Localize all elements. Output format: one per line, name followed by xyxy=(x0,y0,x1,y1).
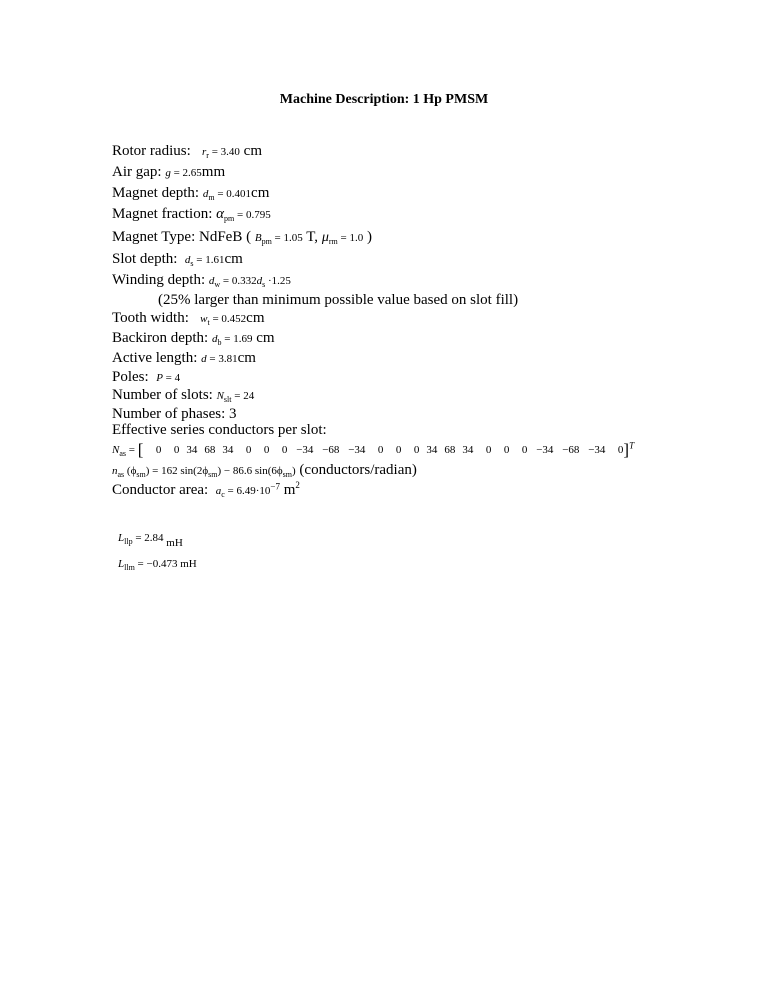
magnet-depth-line: Magnet depth: $d_m = 0.401cm$ xyxy=(112,185,270,203)
nas-vector-entry: 34 xyxy=(426,444,438,456)
nas-vector-entry: −34 xyxy=(588,444,606,456)
nas-vector-entry: 0 xyxy=(263,444,270,456)
nas-vector-entry: 0 xyxy=(245,444,252,456)
slot-depth-line: Slot depth: $d_s = 1.61cm$ xyxy=(112,251,243,269)
nas-vector-entry: −34 xyxy=(296,444,314,456)
winding-depth-line: Winding depth: $d_w = 0.332d_s \cdot 1.25$ xyxy=(112,272,291,290)
nas-vector-entry: 0 xyxy=(173,444,180,456)
nas-vector: $N_{as}$ = [ 0 0 34 68 34 0 0 0 −34 −68 −34 0 0 0 34 68 34 0 0 0 −34 −68 −34 0]$^T$ xyxy=(112,440,635,459)
page-title: Machine Description: 1 Hp PMSM xyxy=(279,92,489,107)
rotor-radius-label: Rotor radius: xyxy=(112,143,191,159)
nas-vector-entry: −34 xyxy=(536,444,554,456)
eff-conductors-label: Effective series conductors per slot: xyxy=(112,422,327,438)
nas-vector-entry: 68 xyxy=(204,444,216,456)
nas-vector-entry: 34 xyxy=(462,444,474,456)
nas-vector-entry: 0 xyxy=(155,444,162,456)
nas-vector-entry: 0 xyxy=(377,444,384,456)
air-gap-line: Air gap: g = 2.65mm xyxy=(112,164,226,180)
nas-function-line: $n_{as}$ $(\phi_{sm}) = 162$ $\sin(2\phi_{sm}) - 86.6$ $\sin(6\phi_{sm})$ (conductors/radian) xyxy=(112,462,417,480)
nas-vector-entry: 0 xyxy=(395,444,402,456)
nas-vector-entry: −34 xyxy=(348,444,366,456)
magnet-type-line: Magnet Type: NdFeB ( $B_{pm} = 1.05$ T, $\mu_{rm} = 1.0$ ) xyxy=(112,229,372,247)
nas-vector-entry: 34 xyxy=(222,444,234,456)
l-llp-line: $L_{llp} = 2.84$ mH xyxy=(118,532,183,549)
conductor-area-line: Conductor area: $a_c = 6.49\cdot 10^{-7}$ $m^2$ xyxy=(112,480,300,500)
magnet-fraction-line: Magnet fraction: $\alpha_{pm} = 0.795$ xyxy=(112,206,271,224)
nas-vector-entry: 0 xyxy=(521,444,528,456)
poles-line: Poles: P = 4 xyxy=(112,369,181,385)
nas-vector-entry: 0 xyxy=(485,444,492,456)
l-llm-line: $L_{llm} = -0.473$ mH xyxy=(118,558,197,573)
num-phases-line: Number of phases: 3 xyxy=(112,406,237,422)
nas-vector-entry: 0 xyxy=(617,444,624,456)
nas-vector-values xyxy=(143,444,623,456)
nas-vector-entry: −68 xyxy=(562,444,580,456)
active-length-line: Active length: d = 3.81cm xyxy=(112,350,256,366)
nas-vector-entry: 68 xyxy=(444,444,456,456)
nas-vector-entry: 0 xyxy=(413,444,420,456)
rotor-radius-line: Rotor radius: $r_r = 3.40$ cm xyxy=(112,143,262,161)
nas-vector-entry: 0 xyxy=(503,444,510,456)
winding-note: (25% larger than minimum possible value based on slot fill) xyxy=(158,292,519,308)
nas-vector-entry: −68 xyxy=(322,444,340,456)
nas-vector-entry: 0 xyxy=(281,444,288,456)
num-slots-line: Number of slots: $N_{slt} = 24$ xyxy=(112,387,255,405)
nas-vector-entry: 34 xyxy=(186,444,198,456)
tooth-width-line: Tooth width: $w_t = 0.452cm$ xyxy=(112,310,265,328)
backiron-depth-line: Backiron depth: $d_b = 1.69$ cm xyxy=(112,330,275,348)
